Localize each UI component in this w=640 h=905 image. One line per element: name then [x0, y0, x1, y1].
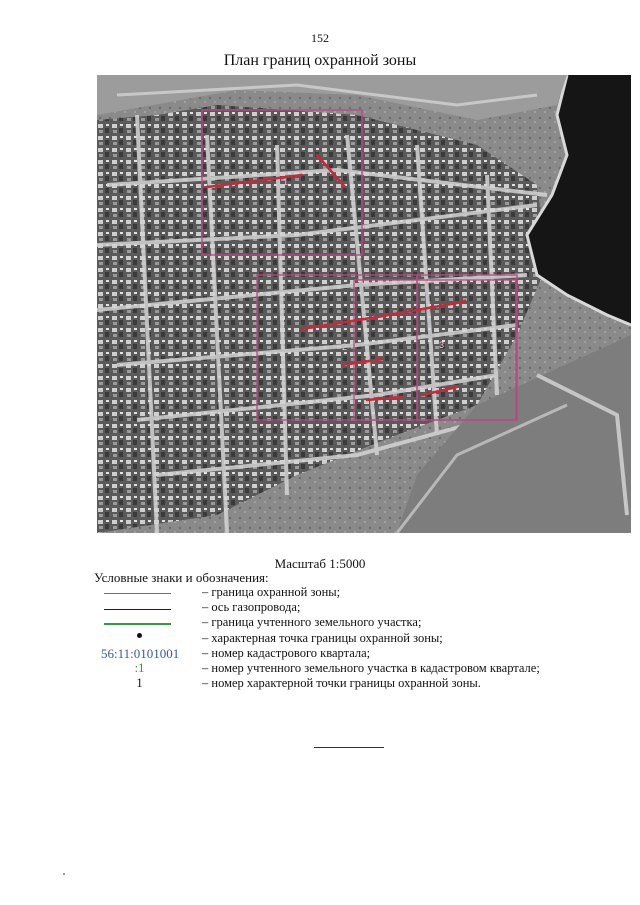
- legend-symbol: [94, 600, 214, 615]
- legend-symbol: [94, 615, 214, 630]
- legend-text: – характерная точка границы охранной зоны;: [202, 630, 443, 645]
- legend-row-point-number: [94, 676, 594, 691]
- legend: [94, 585, 594, 691]
- green-line-symbol: [104, 623, 171, 625]
- point-number: 1: [136, 676, 143, 691]
- aerial-map: [97, 75, 631, 533]
- cadastral-code: 56:11:0101001: [101, 645, 180, 661]
- legend-row-boundary-point: [94, 631, 594, 646]
- legend-text: – граница охранной зоны;: [202, 585, 341, 599]
- legend-row-pipeline-axis: [94, 600, 594, 615]
- legend-text: – номер кадастрового квартала;: [202, 645, 371, 660]
- legend-symbol: [94, 661, 214, 676]
- zone-label-3: 3: [439, 340, 445, 350]
- legend-text: – граница учтенного земельного участка;: [202, 615, 422, 630]
- legend-heading: Условные знаки и обозначения:: [94, 570, 269, 585]
- aerial-map-drawing: [97, 75, 631, 533]
- black-line-symbol: [104, 609, 171, 610]
- legend-text: – ось газопровода;: [202, 600, 301, 615]
- bottom-rule: [314, 747, 384, 748]
- legend-symbol: [94, 676, 214, 691]
- legend-row-cadastral-quarter: [94, 646, 594, 661]
- legend-symbol: [94, 585, 214, 600]
- legend-symbol: [94, 631, 214, 646]
- legend-text: – номер характерной точки границы охранной зоны.: [202, 676, 481, 691]
- legend-text: – номер учтенного земельного участка в кадастровом квартале;: [202, 660, 540, 675]
- legend-row-parcel-number: [94, 661, 594, 676]
- parcel-number: :1: [134, 660, 145, 675]
- page-number: 152: [311, 31, 329, 45]
- zone-label-1: 1: [283, 177, 289, 187]
- legend-symbol: [94, 646, 214, 661]
- legend-row-parcel-boundary: [94, 615, 594, 630]
- red-line-symbol: [104, 593, 171, 594]
- scan-speck: [63, 873, 65, 875]
- scale-label: Масштаб 1:5000: [274, 556, 366, 571]
- zone-label-2: 2: [342, 342, 348, 352]
- plan-title: План границ охранной зоны: [223, 52, 417, 69]
- legend-row-boundary: [94, 585, 594, 600]
- dot-icon: [137, 633, 142, 638]
